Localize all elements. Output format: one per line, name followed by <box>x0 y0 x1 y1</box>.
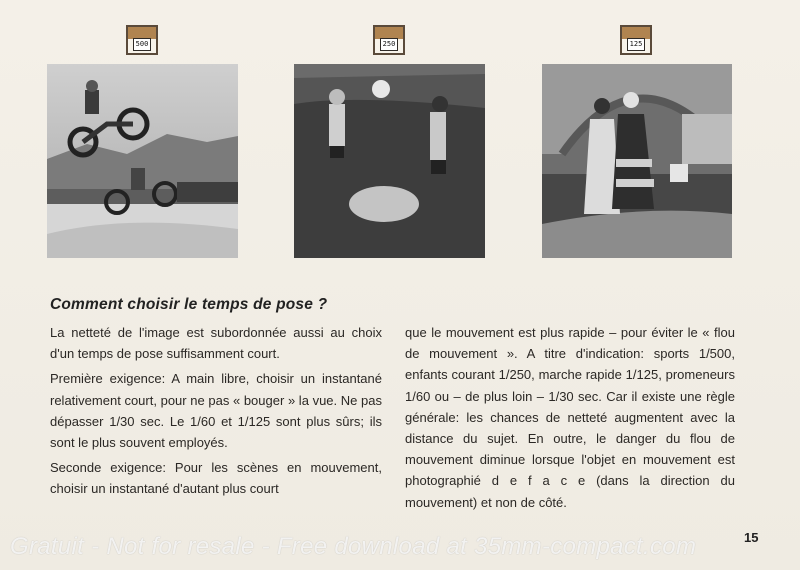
page-number: 15 <box>744 530 759 545</box>
left-text-column <box>50 322 382 504</box>
motocross-photo <box>47 64 238 258</box>
shutter-speed-label: 125 <box>627 38 645 51</box>
paragraph: que le mouvement est plus rapide – pour éviter le « flou de mouvement ». A titre d'indication: sports 1/500, enfants courant 1/250, marche rapide 1/125, promeneurs 1/60 ou – de plus loin – 1/30 sec. Car il existe une règle générale: les chances de netteté augmentent avec la distance du sujet. En outre, le danger du flou de mouvement diminue lorsque l'objet en mouvement est photographié d e f a c e (dans la direction du mouvement) et non de côté. <box>405 325 735 510</box>
paragraph: La netteté de l'image est subordonnée aussi au choix d'un temps de pose suffisamment court. <box>50 325 382 362</box>
shutter-speed-250-icon <box>373 25 405 55</box>
shutter-speed-label: 500 <box>133 38 151 51</box>
shutter-speed-500-icon <box>126 25 158 55</box>
shutter-speed-125-icon <box>620 25 652 55</box>
shutter-speed-label: 250 <box>380 38 398 51</box>
paragraph: Seconde exigence: Pour les scènes en mouvement, choisir un instantané d'autant plus court <box>50 460 382 497</box>
paragraph: Première exigence: A main libre, choisir un instantané relativement court, pour ne pas « bouger » la vue. Ne pas dépasser 1/30 sec. Le 1/60 et 1/125 sont plus sûrs; ils sont le plus souvent employés. <box>50 371 382 451</box>
page-title: Comment choisir le temps de pose ? <box>50 296 328 313</box>
strolling-women-photo <box>542 64 732 258</box>
water-play-photo <box>294 64 485 258</box>
watermark-text: Gratuit - Not for resale - Free download at 35mm-compact.com <box>10 533 697 560</box>
right-text-column <box>405 322 735 517</box>
